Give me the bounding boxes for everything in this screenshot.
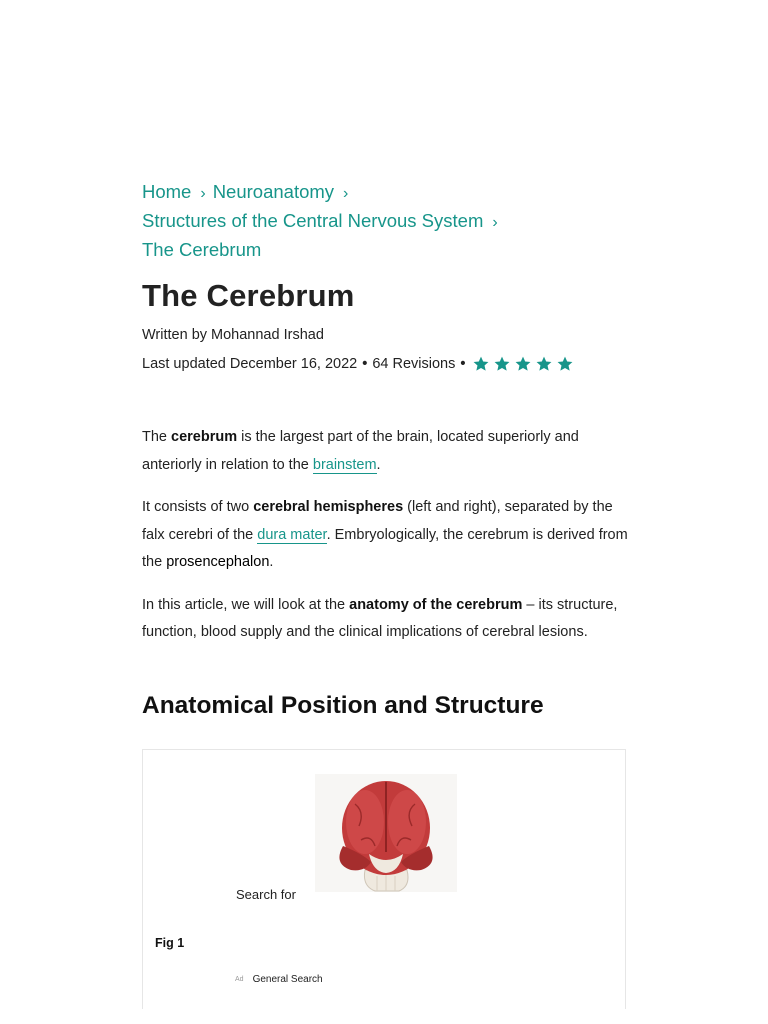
breadcrumb-neuroanatomy[interactable]: Neuroanatomy xyxy=(212,181,335,202)
bold-term: cerebral hemispheres xyxy=(253,499,404,515)
section-heading: Anatomical Position and Structure xyxy=(142,692,544,719)
breadcrumb-cerebrum[interactable]: The Cerebrum xyxy=(142,239,262,260)
text: . Embryologically, the cerebrum is derived from the xyxy=(142,526,628,570)
text: (left and right), separated by the falx cerebri of the xyxy=(142,499,613,543)
revisions-link[interactable]: 64 Revisions xyxy=(372,356,456,372)
breadcrumb-cns-structures[interactable]: Structures of the Central Nervous System xyxy=(142,210,484,231)
chevron-right-icon: › xyxy=(343,185,349,202)
search-for-label: Search for xyxy=(236,887,296,902)
article-meta xyxy=(142,355,574,373)
link-dura-mater[interactable]: dura mater xyxy=(257,526,327,543)
text: . xyxy=(376,456,381,473)
link-brainstem[interactable]: brainstem xyxy=(312,456,377,473)
bold-term: cerebrum xyxy=(171,429,238,445)
paragraph-hemispheres xyxy=(142,494,632,577)
star-icon[interactable] xyxy=(556,355,574,373)
text: It consists of two xyxy=(142,499,254,515)
text: The xyxy=(142,429,172,445)
star-icon[interactable] xyxy=(535,355,553,373)
page-title: The Cerebrum xyxy=(142,278,355,313)
last-updated: Last updated December 16, 2022 xyxy=(142,356,358,372)
meta-separator: • xyxy=(460,356,466,372)
text: is the largest part of the brain, located superiorly and anteriorly in relation to the xyxy=(142,429,579,473)
breadcrumb-line-3 xyxy=(142,236,642,263)
figure-caption: Fig 1 xyxy=(155,936,185,950)
text: . xyxy=(269,554,274,570)
bold-term: anatomy of the cerebrum xyxy=(349,596,523,613)
paragraph-intro xyxy=(142,424,632,479)
paragraph-overview xyxy=(142,592,632,647)
chevron-right-icon: › xyxy=(200,185,206,202)
ad-general-search[interactable]: General Search xyxy=(252,974,323,985)
ad-marker: Ad xyxy=(235,976,244,983)
text: – its structure, function, blood supply and the clinical implications of cerebral lesions. xyxy=(142,596,618,640)
star-icon[interactable] xyxy=(472,355,490,373)
article-body xyxy=(142,424,632,662)
brain-illustration xyxy=(315,774,457,892)
star-rating[interactable] xyxy=(472,355,574,373)
breadcrumb-home[interactable]: Home xyxy=(142,181,192,202)
star-icon[interactable] xyxy=(514,355,532,373)
meta-separator: • xyxy=(362,356,368,372)
breadcrumb-line-2 xyxy=(142,207,642,236)
figure-box xyxy=(142,749,626,1009)
breadcrumb xyxy=(142,178,642,263)
ad-row[interactable] xyxy=(235,974,323,985)
author-byline: Written by Mohannad Irshad xyxy=(142,327,324,343)
term-prosencephalon: prosencephalon xyxy=(166,554,270,570)
chevron-right-icon: › xyxy=(492,214,498,231)
text: In this article, we will look at the xyxy=(142,596,350,613)
breadcrumb-line-1 xyxy=(142,178,642,207)
brain-image xyxy=(315,774,457,892)
star-icon[interactable] xyxy=(493,355,511,373)
